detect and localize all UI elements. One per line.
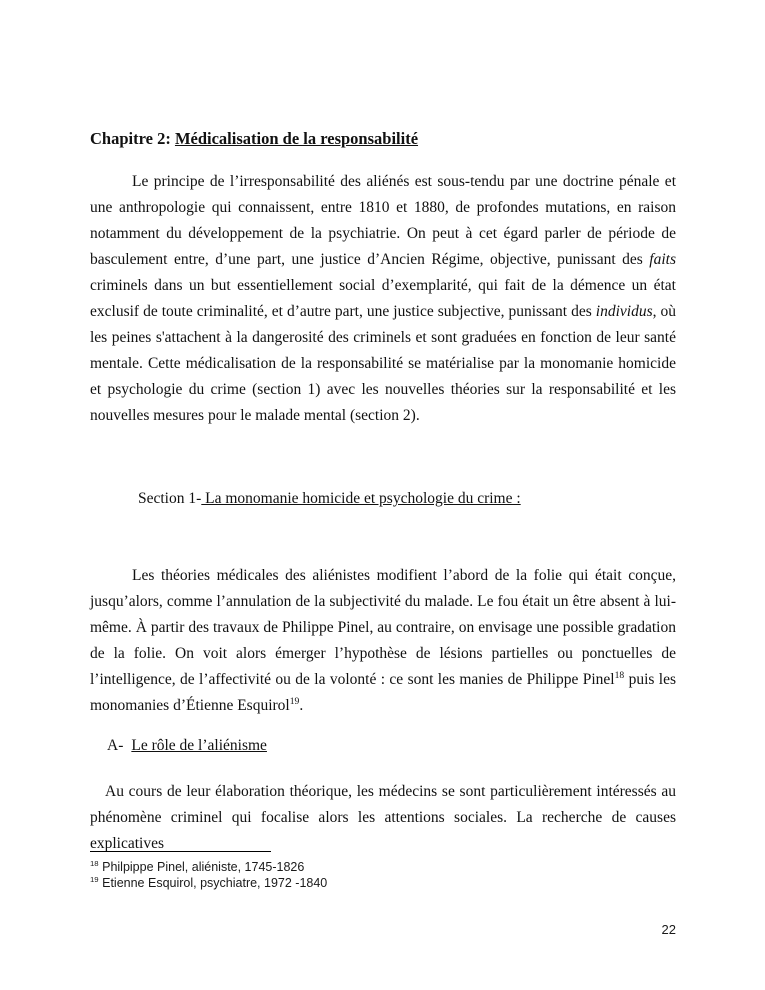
- subsection-a-heading: [90, 733, 693, 759]
- paragraph-3: Au cours de leur élaboration théorique, les médecins se sont particulièrement intéressés au phénomène criminel qui focalise alors les attentions sociales. La recherche de causes explicatives: [90, 783, 676, 852]
- subsection-a-title: Le rôle de l’aliénisme: [131, 737, 267, 754]
- section-1-prefix: Section 1-: [138, 490, 202, 507]
- footnote-separator: [90, 851, 271, 852]
- section-1-title: La monomanie homicide et psychologie du crime :: [201, 490, 521, 507]
- chapter-heading: [90, 127, 676, 151]
- chapter-title: Médicalisation de la responsabilité: [174, 129, 419, 148]
- section-1-heading: [90, 486, 724, 512]
- footnote-18-text: Philpippe Pinel, aliéniste, 1745-1826: [102, 860, 305, 874]
- chapter-prefix: Chapitre 2:: [90, 129, 175, 148]
- footnote-19-number: 19: [90, 874, 99, 884]
- paragraph-2: Les théories médicales des aliénistes modifient l’abord de la folie qui était conçue, jusqu’alors, comme l’annulation de la subjectivité du malade. Le fou était un être absent à lui-même. À partir des travaux de Philippe Pinel, au contraire, on envisage une possible gradation de la folie. On voit alors émerger l’hypothèse de lésions partielles ou ponctuelles de l’intelligence, de l’affectivité ou de la volonté : ce sont les manies de Philippe Pinel$^{18}$ puis les monomanies d’Étienne Esquirol$^{19}$.: [90, 567, 677, 714]
- page-number: 22: [661, 922, 676, 937]
- footnote-18-number: 18: [90, 858, 99, 868]
- footnote-19-text: Etienne Esquirol, psychiatre, 1972 -1840: [102, 876, 328, 890]
- footnote-19: [90, 875, 676, 891]
- footnote-18: [90, 859, 676, 875]
- subsection-a-prefix: A-: [107, 737, 124, 754]
- footnotes-area: [90, 851, 676, 891]
- paragraph-1: Le principe de l’irresponsabilité des aliénés est sous-tendu par une doctrine pénale et une anthropologie qui connaissent, entre 1810 et 1880, de profondes mutations, en raison notamment du développement de la psychiatrie. On peut à cet égard parler de période de basculement entre, d’une part, une justice d’Ancien Régime, objective, punissant des faits criminels dans un but essentiellement social d’exemplarité, qui fait de la démence un état exclusif de toute criminalité, et d’autre part, une justice subjective, punissant des individus, où les peines s'attachent à la dangerosité des criminels et sont graduées en fonction de leur santé mentale. Cette médicalisation de la responsabilité se matérialise par la monomanie homicide et psychologie du crime (section 1) avec les nouvelles théories sur la responsabilité et les nouvelles mesures pour le malade mental (section 2).: [90, 173, 677, 424]
